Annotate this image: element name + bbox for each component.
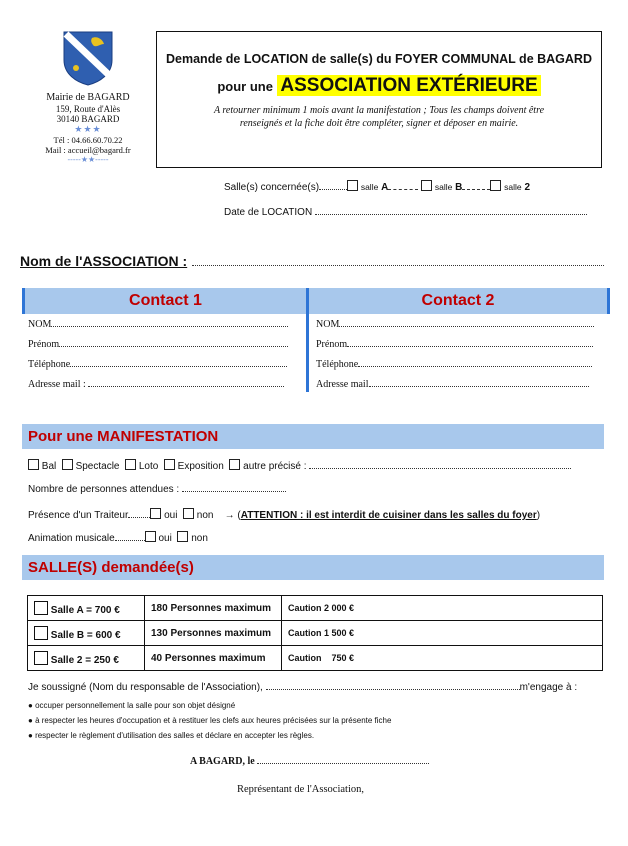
salle-a-label: A <box>381 182 389 193</box>
salle-row-b-caution: Caution 1 500 € <box>282 621 603 646</box>
contact2-telephone-field[interactable] <box>358 366 592 367</box>
salle-b-checkbox[interactable] <box>421 180 432 191</box>
salle-row-b-checkbox[interactable] <box>34 626 48 640</box>
salle-row-a-name: Salle A = 700 € <box>50 604 120 616</box>
mairie-phone: Tél : 04.66.60.70.22 <box>53 135 123 145</box>
animation-non-checkbox[interactable] <box>177 531 188 542</box>
instructions-line1: A retourner minimum 1 mois avant la manifestation ; Tous les champs doivent être <box>213 105 545 116</box>
contact1-prenom-label: Prénom <box>28 339 60 350</box>
salle-row-2 <box>28 646 603 671</box>
type-exposition-label: Exposition <box>177 461 224 472</box>
type-autre-checkbox[interactable] <box>229 459 240 470</box>
salle-row-2-name: Salle 2 = 250 € <box>50 654 119 666</box>
animation-non-label: non <box>191 533 208 544</box>
bullet-item: ● respecter le règlement d'utilisation des salles et déclare en accepter les règles. <box>28 731 315 740</box>
salle-row-b-capacity: 130 Personnes maximum <box>145 621 282 646</box>
salle-row-a <box>28 596 603 621</box>
salle-row-a-capacity: 180 Personnes maximum <box>145 596 282 621</box>
bullet-item: ● à respecter les heures d'occupation et à restituer les clefs aux heures précisées sur la présente fiche <box>28 716 392 725</box>
contact1-title: Contact 1 <box>129 292 202 309</box>
salle-row-a-caution: Caution 2 000 € <box>282 596 603 621</box>
salle-row-a-checkbox[interactable] <box>34 601 48 615</box>
engagement-bullets <box>28 698 391 743</box>
engagement-engage: m'engage à : <box>519 682 578 693</box>
subtitle-highlight: ASSOCIATION EXTÉRIEURE <box>277 75 540 96</box>
traiteur-non-label: non <box>196 510 214 521</box>
salles-table <box>27 595 603 671</box>
nb-personnes-label: Nombre de personnes attendues : <box>28 484 180 495</box>
salle-a-checkbox[interactable] <box>347 180 358 191</box>
logo-block <box>28 30 148 164</box>
animation-oui-label: oui <box>158 533 172 544</box>
traiteur-row: Présence d'un Traiteur oui non → (ATTENTION : il est interdit de cuisiner dans les salles du foyer) <box>28 510 541 521</box>
type-exposition-checkbox[interactable] <box>164 459 175 470</box>
salle-row-2-caution: Caution 750 € <box>282 646 603 671</box>
nb-personnes-row <box>28 484 286 495</box>
type-bal-checkbox[interactable] <box>28 459 39 470</box>
traiteur-oui-checkbox[interactable] <box>150 508 161 519</box>
contact1-telephone-field[interactable] <box>70 366 287 367</box>
signature-place-label: A BAGARD, le <box>190 756 255 767</box>
animation-oui-checkbox[interactable] <box>145 531 156 542</box>
engagement-row <box>28 682 577 693</box>
salle-b-label: B <box>455 182 463 193</box>
instructions-line2: renseignés et la fiche doit être compléter, signer et déposer en mairie. <box>239 118 519 129</box>
arrow-icon: → <box>224 510 235 521</box>
salle-row-2-capacity: 40 Personnes maximum <box>145 646 282 671</box>
stars-decoration: ★★★ <box>74 124 102 134</box>
signature-place-row <box>190 756 429 767</box>
type-autre-label: autre précisé : <box>243 461 307 472</box>
contact2-prenom-label: Prénom <box>316 339 348 350</box>
engagement-intro: Je soussigné (Nom du responsable de l'Association), <box>28 682 263 693</box>
nb-personnes-field[interactable] <box>182 491 286 492</box>
signature-date-field[interactable] <box>257 763 429 764</box>
contact1-nom-label: NOM <box>28 319 52 330</box>
contact1-header <box>22 288 306 314</box>
mairie-email: Mail : accueil@bagard.fr <box>45 145 131 155</box>
contact1-prenom-field[interactable] <box>59 346 288 347</box>
contact1-mail-label: Adresse mail : <box>28 379 86 390</box>
contact2-prenom-field[interactable] <box>347 346 593 347</box>
contact2-title: Contact 2 <box>421 292 495 309</box>
animation-label: Animation musicale <box>28 533 115 544</box>
animation-row <box>28 531 208 544</box>
contact1-fields <box>28 319 296 399</box>
representant-label: Représentant de l'Association, <box>237 784 364 795</box>
responsable-name-field[interactable] <box>266 689 520 690</box>
form-subtitle <box>157 75 601 97</box>
mairie-address-line1: 159, Route d'Alès <box>55 104 121 114</box>
type-autre-field[interactable] <box>309 468 571 469</box>
manifestation-header <box>22 424 604 449</box>
type-loto-checkbox[interactable] <box>125 459 136 470</box>
salle-concernee-row: Salle(s) concernée(s) salle A salle B salle 2 <box>224 182 530 193</box>
contact2-mail-field[interactable] <box>369 386 589 387</box>
bullet-item: ● occuper personnellement la salle pour son objet désigné <box>28 701 236 710</box>
mairie-address-line2: 30140 BAGARD <box>56 114 120 124</box>
coat-of-arms-logo <box>62 30 114 86</box>
date-location-row <box>224 207 587 218</box>
type-spectacle-checkbox[interactable] <box>62 459 73 470</box>
type-spectacle-label: Spectacle <box>75 461 120 472</box>
title-box <box>156 31 602 168</box>
contact2-nom-label: NOM <box>316 319 340 330</box>
salle-row-b-name: Salle B = 600 € <box>50 629 121 641</box>
salles-header <box>22 555 604 580</box>
contact2-header <box>306 288 610 314</box>
manifestation-title: Pour une MANIFESTATION <box>28 428 219 445</box>
salles-title: SALLE(S) demandée(s) <box>28 559 194 576</box>
salle-row-2-checkbox[interactable] <box>34 651 48 665</box>
contact2-fields <box>316 319 606 399</box>
association-name-field[interactable] <box>192 265 604 266</box>
manifestation-types-row <box>28 459 571 472</box>
salle-2-label: 2 <box>524 182 530 193</box>
stars-line-decoration: -----★★----- <box>67 155 109 164</box>
type-bal-label: Bal <box>41 461 57 472</box>
association-row <box>20 253 604 271</box>
contact1-telephone-label: Téléphone <box>28 359 71 370</box>
contact-divider <box>306 314 309 392</box>
contact2-mail-label: Adresse mail <box>316 379 369 390</box>
mairie-name: Mairie de BAGARD <box>46 92 130 103</box>
contact1-nom-field[interactable] <box>51 326 288 327</box>
contact1-mail-field[interactable] <box>88 386 284 387</box>
attention-warning: ATTENTION : il est interdit de cuisiner dans les salles du foyer <box>240 510 537 521</box>
subtitle-prefix: pour une <box>217 79 273 94</box>
type-loto-label: Loto <box>138 461 159 472</box>
association-label: Nom de l'ASSOCIATION : <box>20 253 188 269</box>
contact2-telephone-label: Téléphone <box>316 359 359 370</box>
form-title: Demande de LOCATION de salle(s) du FOYER COMMUNAL de BAGARD <box>166 52 592 66</box>
salle-concernee-label: Salle(s) concernée(s) <box>224 182 320 193</box>
date-location-label: Date de LOCATION <box>224 207 313 218</box>
salle-row-b <box>28 621 603 646</box>
traiteur-oui-label: oui <box>164 510 178 521</box>
contact2-nom-field[interactable] <box>339 326 594 327</box>
date-location-field[interactable] <box>315 214 587 215</box>
traiteur-label: Présence d'un Traiteur <box>28 510 129 521</box>
traiteur-non-checkbox[interactable] <box>183 508 194 519</box>
salle-2-checkbox[interactable] <box>490 180 501 191</box>
